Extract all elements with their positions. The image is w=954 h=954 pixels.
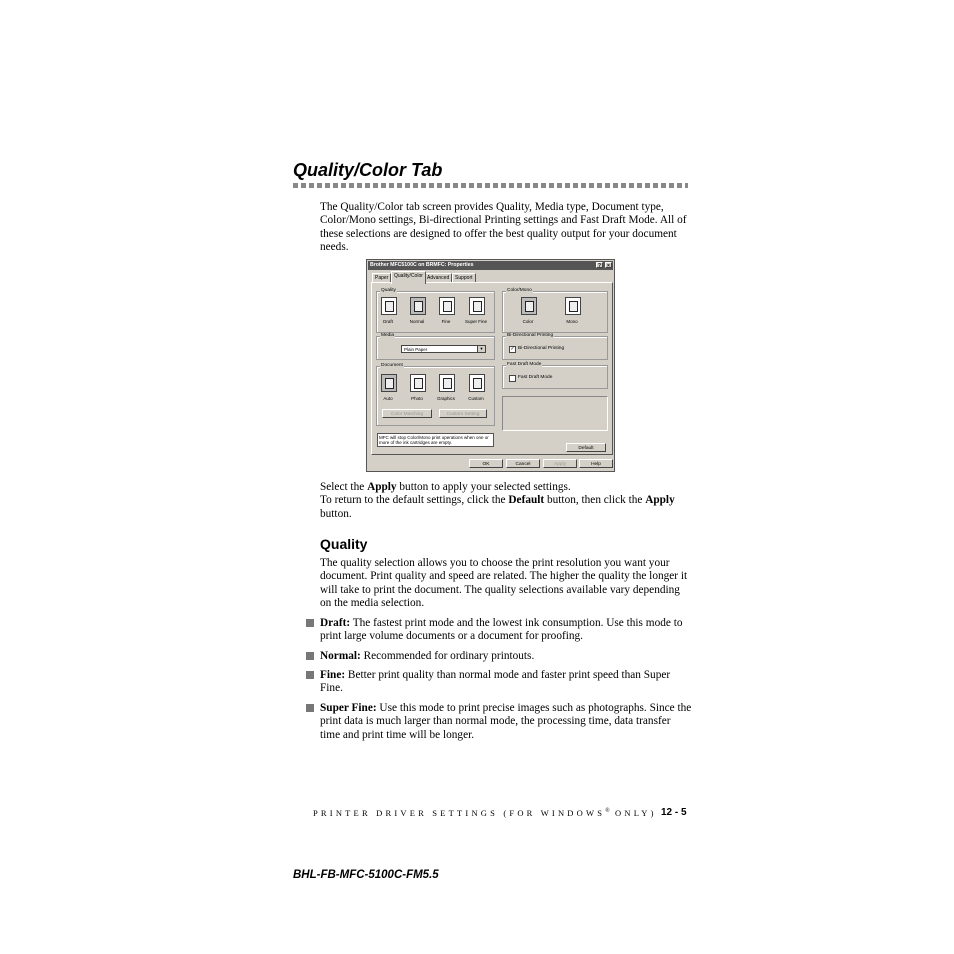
footer-text-b: ONLY) <box>609 808 657 818</box>
bidirectional-group-label: Bi-Directional Printing <box>507 333 554 338</box>
rule-dot <box>597 183 602 188</box>
color-matching-button[interactable]: Color Matching <box>382 409 432 418</box>
bullet-term: Fine: <box>320 669 346 681</box>
rule-dot <box>341 183 346 188</box>
mono-label: Mono <box>566 319 578 324</box>
rule-dot <box>605 183 610 188</box>
super-fine-icon[interactable] <box>469 297 485 315</box>
apply-text-1b: Apply <box>367 481 397 493</box>
ink-message: MFC will stop Color/Mono print operations when one or more of the ink cartridges are empty. <box>377 433 494 447</box>
rule-dot <box>637 183 642 188</box>
rule-dot <box>429 183 434 188</box>
normal-icon[interactable] <box>410 297 426 315</box>
footer-text-a: PRINTER DRIVER SETTINGS (FOR WINDOWS <box>313 808 606 818</box>
bullet-square-icon <box>306 652 314 660</box>
page-heading: Quality/Color Tab <box>293 160 443 180</box>
apply-text-2d: Apply <box>645 494 675 507</box>
bullet-text: Use this mode to print precise images such as photographs. Since the print data is much larger than normal mode, the processing time, data transfer time and print time will be longer. <box>320 702 692 741</box>
rule-dot <box>301 183 306 188</box>
auto-label: Auto <box>383 396 393 401</box>
rule-dot <box>645 183 650 188</box>
mono-icon[interactable] <box>565 297 581 315</box>
document-id: BHL-FB-MFC-5100C-FM5.5 <box>293 869 439 881</box>
rule-dot <box>381 183 386 188</box>
bidirectional-label: Bi-Directional Printing <box>518 346 565 351</box>
rule-dot <box>389 183 394 188</box>
running-footer <box>313 808 657 818</box>
rule-dot <box>413 183 418 188</box>
tab-advanced[interactable]: Advanced <box>424 273 452 283</box>
settings-panel <box>371 282 613 455</box>
rule-dot <box>677 183 682 188</box>
quality-group-label: Quality <box>381 288 396 293</box>
default-button[interactable]: Default <box>566 443 606 452</box>
color-mono-group-label: Color/Mono <box>507 288 532 293</box>
fast-draft-group <box>502 362 608 389</box>
rule-dot <box>477 183 482 188</box>
rule-dot <box>333 183 338 188</box>
rule-dot <box>485 183 490 188</box>
rule-dot <box>533 183 538 188</box>
page-number: 12 - 5 <box>661 807 687 818</box>
custom-icon[interactable] <box>469 374 485 392</box>
document-group-label: Document <box>381 363 403 368</box>
rule-dot <box>621 183 626 188</box>
rule-dot <box>549 183 554 188</box>
intro-paragraph: The Quality/Color tab screen provides Quality, Media type, Document type, Color/Mono settings, Bi-directional Printing settings and Fast Draft Mode. All of these selections are designed to offer the best quality output for your document needs. <box>320 201 687 253</box>
rule-dot <box>309 183 314 188</box>
rule-dot <box>589 183 594 188</box>
dialog-title: Brother MFC5100C on BRMFC: Properties <box>370 262 474 268</box>
rule-dot <box>525 183 530 188</box>
chevron-down-icon[interactable]: ▼ <box>477 346 485 352</box>
apply-button[interactable]: Apply <box>543 459 577 468</box>
bullet-text: Better print quality than normal mode and faster print speed than Super Fine. <box>320 669 671 695</box>
dialog-titlebar <box>368 261 613 270</box>
rule-dot <box>613 183 618 188</box>
apply-text-1a: Select the <box>320 481 368 493</box>
rule-dot <box>325 183 330 188</box>
rule-dot <box>517 183 522 188</box>
bullet-text: Recommended for ordinary printouts. <box>360 650 535 662</box>
bullet-fine <box>306 669 692 696</box>
ok-button[interactable]: OK <box>469 459 503 468</box>
rule-dot <box>461 183 466 188</box>
fine-icon[interactable] <box>439 297 455 315</box>
photo-label: Photo <box>411 396 423 401</box>
apply-text-2e: button. <box>320 507 352 520</box>
properties-dialog <box>366 259 615 472</box>
media-select[interactable] <box>401 345 486 353</box>
color-label: Color <box>522 319 534 324</box>
rule-dot <box>469 183 474 188</box>
rule-dot <box>405 183 410 188</box>
rule-dot <box>357 183 362 188</box>
rule-dot <box>509 183 514 188</box>
rule-dot <box>629 183 634 188</box>
rule-dot <box>445 183 450 188</box>
apply-text-2b: Default <box>508 494 545 507</box>
draft-label: Draft <box>383 319 393 324</box>
rule-dot <box>493 183 498 188</box>
rule-dot <box>501 183 506 188</box>
document-group <box>376 363 495 426</box>
rule-dot <box>421 183 426 188</box>
rule-dot <box>685 183 688 188</box>
rule-dot <box>437 183 442 188</box>
fast-draft-group-label: Fast Draft Mode <box>507 362 542 367</box>
color-mono-group <box>502 288 608 333</box>
fine-label: Fine <box>441 319 451 324</box>
quality-paragraph: The quality selection allows you to choose the print resolution you want your document. Print quality and speed are related. The higher the quality the longer it will take to print the document. The quality selections available vary depending on the media selection. <box>320 557 688 609</box>
rule-dot <box>317 183 322 188</box>
rule-dot <box>365 183 370 188</box>
apply-text-2c: button, then click the <box>544 494 646 507</box>
help-button[interactable]: Help <box>579 459 613 468</box>
apply-text-2a: To return to the default settings, click the <box>320 494 509 507</box>
media-group <box>376 333 495 360</box>
custom-label: Custom <box>468 396 484 401</box>
heading-rule <box>293 183 688 189</box>
custom-setting-button[interactable]: Custom Setting <box>439 409 487 418</box>
quality-heading: Quality <box>320 536 368 552</box>
apply-text-1c: button to apply your selected settings. <box>396 481 571 493</box>
fast-draft-checkbox[interactable] <box>509 375 516 382</box>
rule-dot <box>293 183 298 188</box>
bullet-square-icon <box>306 619 314 627</box>
rule-dot <box>541 183 546 188</box>
bidirectional-group <box>502 333 608 360</box>
cancel-button[interactable]: Cancel <box>506 459 540 468</box>
rule-dot <box>653 183 658 188</box>
normal-label: Normal <box>409 319 425 324</box>
media-group-label: Media <box>381 333 395 338</box>
tab-quality-color[interactable]: Quality/Color <box>391 271 426 284</box>
rule-dot <box>453 183 458 188</box>
bullet-term: Super Fine: <box>320 702 377 714</box>
bullet-square-icon <box>306 704 314 712</box>
draft-icon[interactable] <box>381 297 397 315</box>
rule-dot <box>661 183 666 188</box>
photo-icon[interactable] <box>410 374 426 392</box>
media-select-value: Plain Paper <box>404 347 428 352</box>
bullet-term: Draft: <box>320 617 351 629</box>
rule-dot <box>581 183 586 188</box>
bullet-super-fine <box>306 702 692 742</box>
bidirectional-checkbox[interactable]: ✓ <box>510 346 515 352</box>
footer-registered: ® <box>605 808 610 815</box>
info-box <box>502 396 608 431</box>
help-title-button[interactable]: ? <box>597 263 602 269</box>
super-fine-label: Super Fine <box>464 319 487 324</box>
auto-icon[interactable] <box>381 374 397 392</box>
fast-draft-label: Fast Draft Mode <box>518 375 553 380</box>
close-button[interactable]: × <box>605 262 612 268</box>
bullet-normal <box>306 650 692 663</box>
rule-dot <box>349 183 354 188</box>
graphics-label: Graphics <box>436 396 455 401</box>
rule-dot <box>565 183 570 188</box>
tab-paper[interactable]: Paper <box>372 273 391 283</box>
apply-instructions <box>320 481 692 521</box>
bullet-term: Normal: <box>320 650 361 662</box>
tab-support[interactable]: Support <box>452 273 476 283</box>
graphics-icon[interactable] <box>439 374 455 392</box>
rule-dot <box>557 183 562 188</box>
quality-group <box>376 288 495 333</box>
color-icon[interactable] <box>521 297 537 315</box>
rule-dot <box>373 183 378 188</box>
rule-dot <box>669 183 674 188</box>
rule-dot <box>573 183 578 188</box>
rule-dot <box>397 183 402 188</box>
bullet-draft <box>306 617 692 644</box>
bullet-text: The fastest print mode and the lowest ink consumption. Use this mode to print large volume documents or a document for proofing. <box>320 617 683 643</box>
bullet-square-icon <box>306 671 314 679</box>
